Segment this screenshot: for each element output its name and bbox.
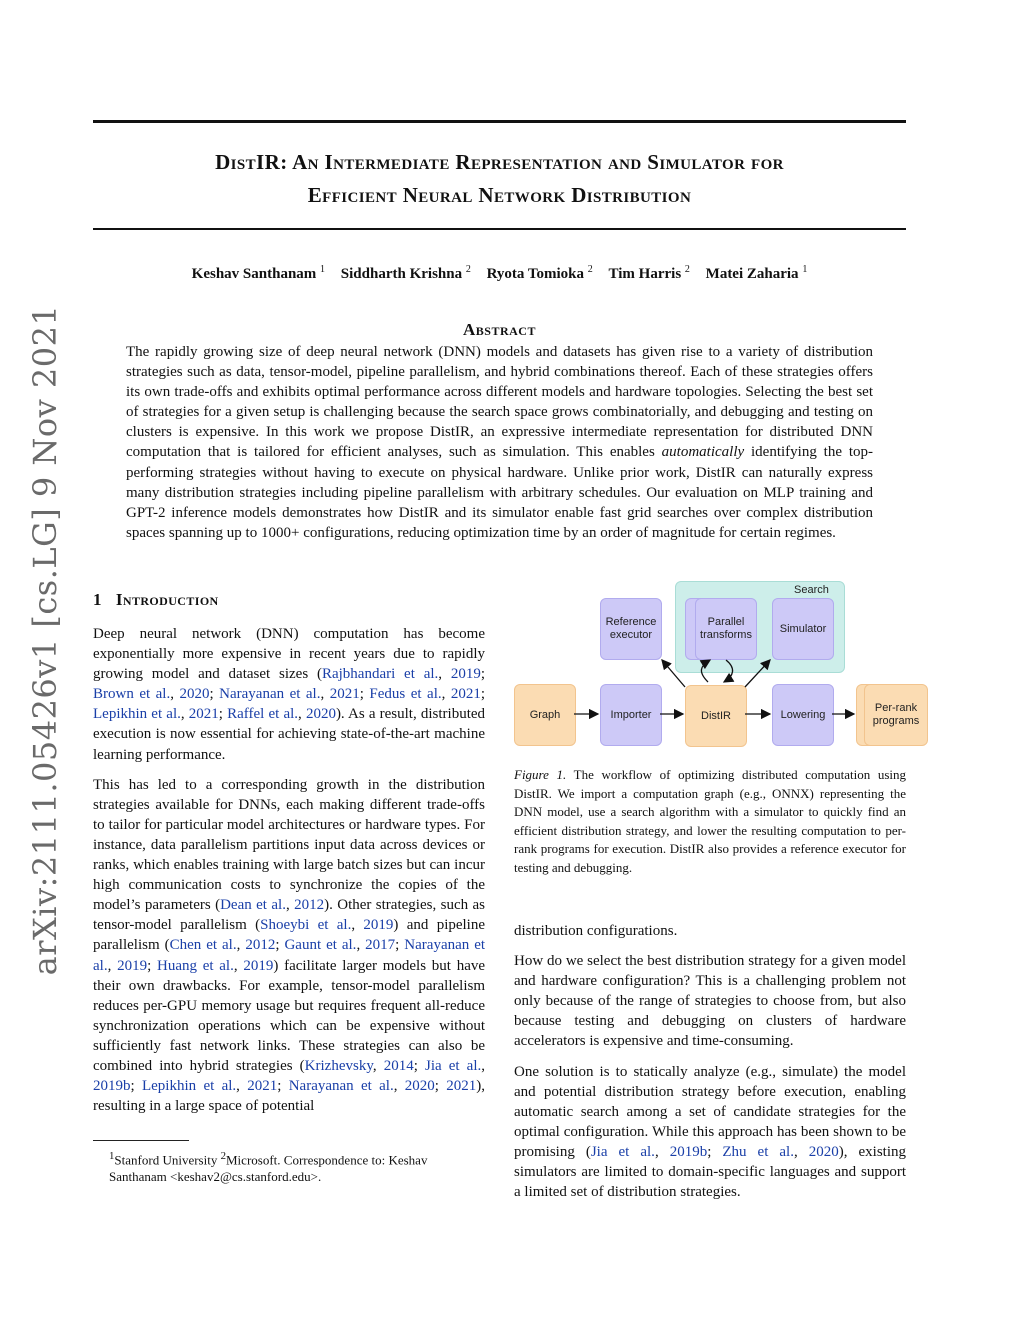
citation-link[interactable]: Raffel et al. [227,706,299,723]
citation-link[interactable]: Jia et al. [424,1057,482,1074]
citation-link[interactable]: 2021 [188,706,219,723]
citation-link[interactable]: 2019 [243,957,274,974]
title-line-1: DistIR: An Intermediate Representation and Simulator for [215,150,784,174]
search-label: Search [794,584,829,596]
abstract-body: The rapidly growing size of deep neural network (DNN) models and datasets has given rise to a variety of distribution strategies such as data, tensor-model, pipeline parallelism, and hybrid combinations thereof. Each of these strategies offers its own trade-offs and exhibits optimal performance across different models and hardware topologies. Selecting the best set of strategies for a given setup is challenging because the search space grows combinatorially, and debugging and testing on clusters is expensive. In this work we propose DistIR, an expressive intermediate representation for distributed DNN computation that is tailored for efficient analyses, such as simulation. This enables automatically identifying the top-performing strategies without having to execute on physical hardware. Unlike prior work, DistIR can naturally express many distribution strategies including pipeline parallelism with arbitrary schedules. Our evaluation on MLP training and GPT-2 inference models demonstrates how DistIR and its simulator enable fast grid searches over complex distribution spaces spanning up to 1000+ configurations, reducing optimization time by an order of magnitude for certain regimes. [126,344,874,541]
footnote: $^1$Stanford University $^2$Microsoft. Correspondence to: Keshav Santhanam <keshav2@cs.stanford.edu>. [109,1150,428,1185]
citation-link[interactable]: Narayanan et al. [93,937,486,974]
intro-paragraph-1: Deep neural network (DNN) computation has become exponentially more expensive in recent years due to rapidly growing model and dataset sizes (Rajbhandari et al., 2019; Brown et al., 2020; Narayanan et al., 2021; Fedus et al., 2021; Lepikhin et al., 2021; Raffel et al., 2020). As a result, distributed execution is now essential for achieving state-of-the-art machine learning performance. [93,626,486,763]
citation-link[interactable]: 2019 [363,917,394,934]
author: Ryota Tomioka $^2$ [486,264,593,282]
title-top-rule [93,120,906,123]
author: Siddharth Krishna $^2$ [340,264,471,282]
citation-link[interactable]: Rajbhandari et al. [321,666,439,683]
citation-link[interactable]: 2017 [365,937,396,954]
importer-node: Importer [600,684,662,746]
citation-link[interactable]: 2019 [117,957,148,974]
author: Matei Zaharia $^1$ [705,264,808,282]
citation-link[interactable]: Narayanan et al. [219,686,321,703]
reference-executor-node: Reference executor [600,598,662,660]
citation-link[interactable]: 2020 [808,1143,839,1160]
author: Tim Harris $^2$ [608,264,690,282]
right-paragraph-0: distribution configurations. [514,923,678,939]
caption-label: Figure 1. [514,767,567,782]
section-heading-introduction: 1 Introduction [93,590,219,609]
figure-1-diagram [510,578,930,748]
right-paragraph-1: How do we select the best distribution strategy for a given model and hardware configuration? This is a challenging problem not only because of the range of strategies to choose from, but also because testing and debugging on clusters of hardware accelerators is expensive and time-consuming. [514,953,906,1050]
citation-link[interactable]: Lepikhin et al. [93,706,181,723]
arrow-distir-simulator [745,660,770,687]
citation-link[interactable]: 2019b [93,1078,131,1095]
citation-link[interactable]: Narayanan et al. [288,1078,394,1095]
arxiv-stamp-text: arXiv:2111.05426v1 [cs.LG] 9 Nov 2021 [26,304,64,976]
title-line-2: Efficient Neural Network Distribution [307,183,692,207]
citation-link[interactable]: 2021 [450,686,481,703]
citation-link[interactable]: Lepikhin et al. [141,1078,237,1095]
citation-link[interactable]: 2021 [247,1078,278,1095]
left-column [93,624,485,1116]
arrow-distir-transforms [701,660,710,682]
citation-link[interactable]: 2012 [294,897,325,914]
citation-link[interactable]: 2019b [669,1143,708,1160]
citation-link[interactable]: Dean et al. [220,897,286,914]
figure-arrows [510,578,930,748]
citation-link[interactable]: 2020 [305,706,336,723]
per-rank-programs-node: Per-rank programs [864,684,928,746]
author: Keshav Santhanam $^1$ [191,264,326,282]
title-bottom-rule [93,228,906,230]
arrow-transforms-distir [724,660,733,682]
abstract-emphasis: automatically [661,444,745,461]
citation-link[interactable]: 2020 [179,686,210,703]
citation-link[interactable]: 2021 [446,1078,477,1095]
distir-node: DistIR [685,685,747,747]
footnote-rule [93,1140,189,1141]
simulator-node: Simulator [772,598,834,660]
citation-link[interactable]: Shoeybi et al. [260,917,352,934]
arrow-distir-reference [662,660,685,687]
arxiv-stamp [0,0,90,1325]
graph-node: Graph [514,684,576,746]
parallel-transforms-node: Parallel transforms [695,598,757,660]
right-column [514,921,906,1202]
abstract-heading: Abstract [463,320,536,339]
citation-link[interactable]: 2021 [329,686,360,703]
paper-title [93,146,906,212]
citation-link[interactable]: 2014 [383,1057,414,1074]
citation-link[interactable]: Huang et al. [156,957,234,974]
citation-link[interactable]: 2012 [245,937,276,954]
citation-link[interactable]: Zhu et al. [722,1143,794,1160]
citation-link[interactable]: 2020 [404,1078,435,1095]
citation-link[interactable]: Brown et al. [93,686,171,703]
citation-link[interactable]: Jia et al. [590,1143,655,1160]
citation-link[interactable]: Fedus et al. [369,686,442,703]
citation-link[interactable]: 2019 [450,666,481,683]
right-paragraph-2: One solution is to statically analyze (e.g., simulate) the model and potential distribution strategy before execution, enabling automatic search among a set of candidate strategies for the optimal configuration. While this approach has been shown to be promising (Jia et al., 2019b; Zhu et al., 2020), existing simulators are limited to domain-specific languages and support a limited set of distribution strategies. [514,1063,907,1201]
lowering-node: Lowering [772,684,834,746]
figure-1-caption: Figure 1. The workflow of optimizing distributed computation using DistIR. We import a computation graph (e.g., ONNX) representing the DNN model, use a search algorithm with a simulator to quickly find an efficient distribution strategy, and lower the resulting computation to per-rank programs for execution. DistIR also provides a reference executor for testing and debugging. [514,767,907,875]
intro-paragraph-2: This has led to a corresponding growth in the distribution strategies available for DNNs, each making different trade-offs to tailor for particular model architectures or hardware types. For instance, data parallelism partitions input data across devices or ranks, which enables training with large batch sizes but can incur high communication costs to synchronize the copies of the model’s parameters (Dean et al., 2012). Other strategies, such as tensor-model parallelism (Shoeybi et al., 2019) and pipeline parallelism (Chen et al., 2012; Gaunt et al., 2017; Narayanan et al., 2019; Huang et al., 2019) facilitate larger models but have their own drawbacks. For example, tensor-model parallelism reduces per-GPU memory usage but requires frequent all-reduce synchronization operations which can be expensive without sufficiently fast network links. These strategies can also be combined into hybrid strategies (Krizhevsky, 2014; Jia et al., 2019b; Lepikhin et al., 2021; Narayanan et al., 2020; 2021), resulting in a large space of potential [93,776,486,1115]
author-list [93,264,906,283]
citation-link[interactable]: Krizhevsky [304,1057,373,1074]
citation-link[interactable]: Chen et al. [169,937,237,954]
citation-link[interactable]: Gaunt et al. [284,937,357,954]
